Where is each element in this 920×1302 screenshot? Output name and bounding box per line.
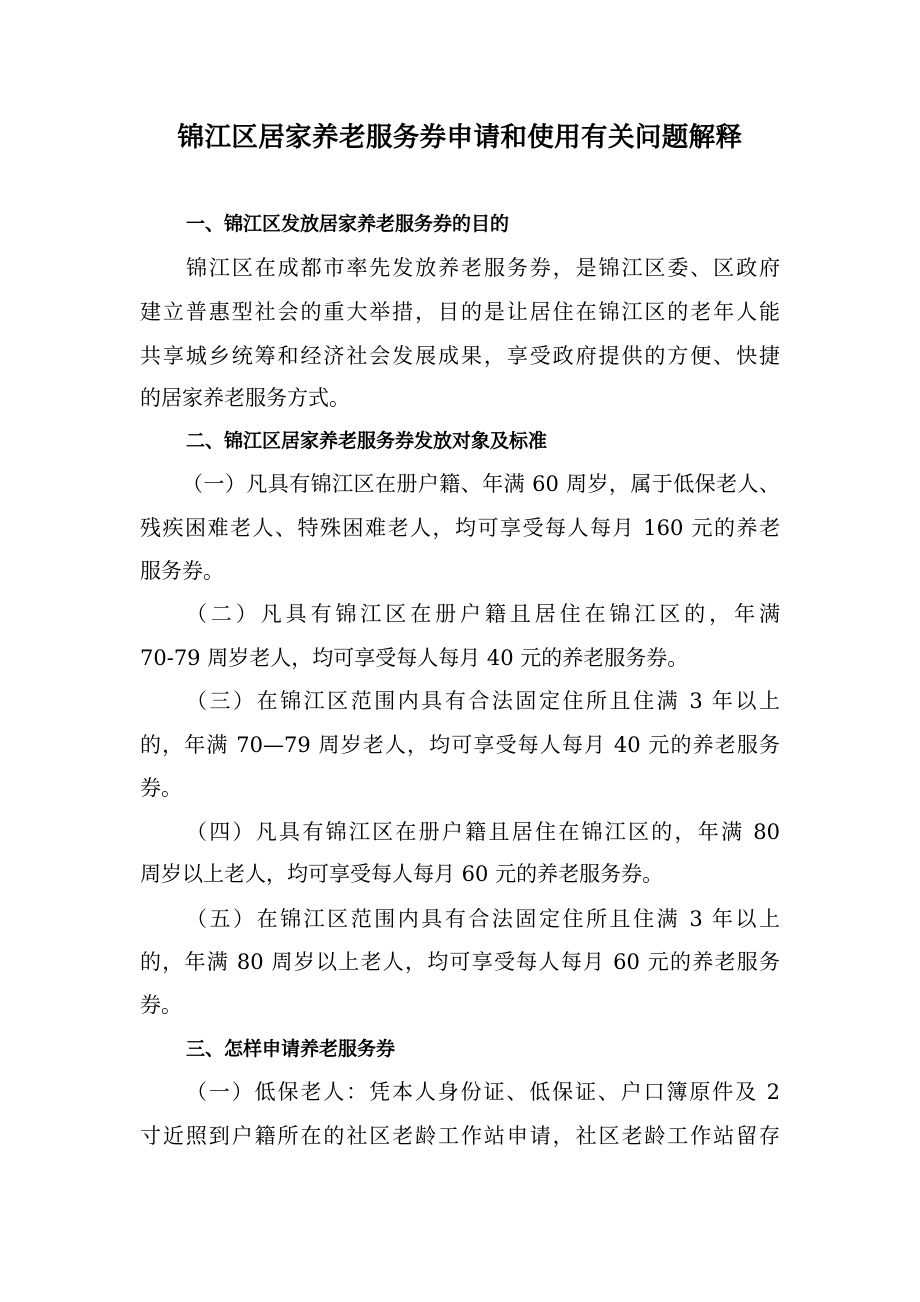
section-heading-3: 三、怎样申请养老服务券	[186, 1038, 396, 1060]
document-title: 锦江区居家养老服务券申请和使用有关问题解释	[177, 122, 743, 153]
paragraph-line: 残疾困难老人、特殊困难老人，均可享受每人每月 160 元的养老	[140, 516, 780, 540]
paragraph-line: 寸近照到户籍所在的社区老龄工作站申请，社区老龄工作站留存	[140, 1124, 780, 1148]
paragraph-line: 券。	[140, 776, 182, 800]
paragraph-line: 70-79 周岁老人，均可享受每人每月 40 元的养老服务券。	[140, 646, 689, 670]
paragraph-line: 的居家养老服务方式。	[140, 386, 350, 410]
paragraph-line: 服务券。	[140, 559, 224, 583]
paragraph-line: （五）在锦江区范围内具有合法固定住所且住满 3 年以上	[186, 907, 780, 931]
section-heading-2: 二、锦江区居家养老服务券发放对象及标准	[186, 430, 548, 452]
paragraph-line: （一）低保老人：凭本人身份证、低保证、户口簿原件及 2	[186, 1080, 780, 1104]
paragraph-line: 券。	[140, 993, 182, 1017]
paragraph-line: 的，年满 70—79 周岁老人，均可享受每人每月 40 元的养老服务	[140, 733, 780, 757]
paragraph-line: （三）在锦江区范围内具有合法固定住所且住满 3 年以上	[186, 689, 780, 713]
paragraph-line: （一）凡具有锦江区在册户籍、年满 60 周岁，属于低保老人、	[182, 472, 780, 496]
paragraph-line: 锦江区在成都市率先发放养老服务券，是锦江区委、区政府	[186, 256, 780, 280]
paragraph-line: （二）凡具有锦江区在册户籍且居住在锦江区的，年满	[186, 602, 780, 626]
paragraph-line: 的，年满 80 周岁以上老人，均可享受每人每月 60 元的养老服务	[140, 950, 780, 974]
section-heading-1: 一、锦江区发放居家养老服务券的目的	[186, 213, 510, 235]
paragraph-line: 共享城乡统筹和经济社会发展成果，享受政府提供的方便、快捷	[140, 344, 780, 368]
paragraph-line: 周岁以上老人，均可享受每人每月 60 元的养老服务券。	[140, 862, 664, 886]
paragraph-line: 建立普惠型社会的重大举措，目的是让居住在锦江区的老年人能	[140, 300, 780, 324]
paragraph-line: （四）凡具有锦江区在册户籍且居住在锦江区的，年满 80	[186, 820, 780, 844]
